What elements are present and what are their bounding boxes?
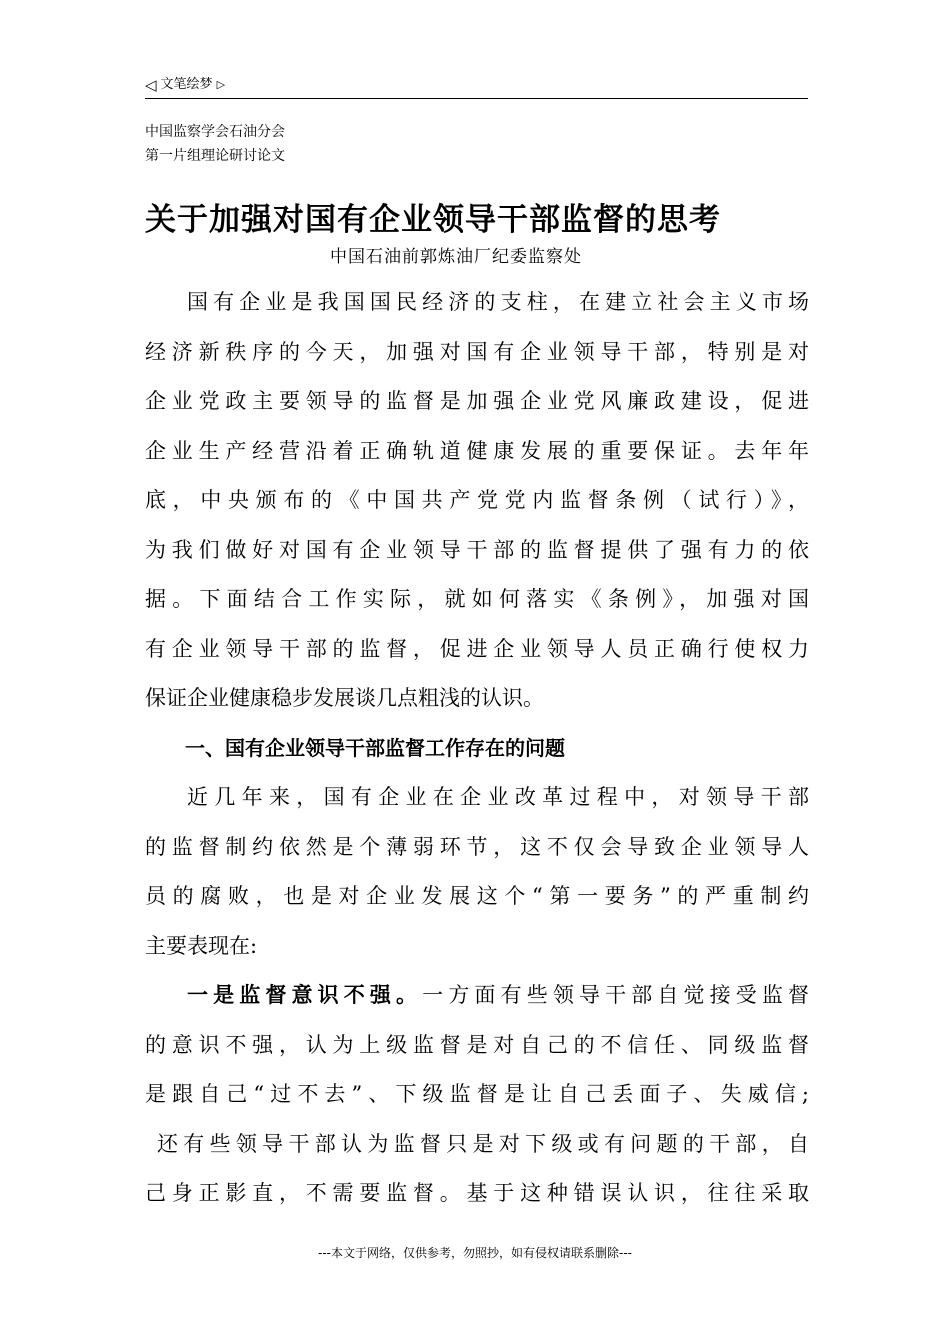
- paragraph-1-line: 据。下面结合工作实际，就如何落实《条例》，加强对国: [145, 587, 809, 611]
- paragraph-3-lead: 一是监督意识不强。: [187, 983, 423, 1007]
- paragraph-1-line: 保证企业健康稳步发展谈几点粗浅的认识。: [145, 686, 544, 710]
- paragraph-3-line: 己身正影直，不需要监督。基于这种错误认识，往往采取: [145, 1181, 809, 1205]
- organization-line-1: 中国监察学会石油分会: [145, 124, 285, 140]
- document-title: 关于加强对国有企业领导干部监督的思考: [145, 202, 721, 238]
- section-1-heading: 一、国有企业领导干部监督工作存在的问题: [185, 735, 565, 760]
- paragraph-3-line: 还有些领导干部认为监督只是对下级或有问题的干部，自: [157, 1131, 809, 1156]
- paragraph-1-line: 底，中央颁布的《中国共产党党内监督条例（试行）》，: [145, 488, 809, 512]
- document-byline: 中国石油前郭炼油厂纪委监察处: [330, 247, 582, 267]
- page-footer-disclaimer: ---本文于网络，仅供参考，勿照抄，如有侵权请联系删除---: [318, 1246, 632, 1260]
- paragraph-1-line: 企业生产经营沿着正确轨道健康发展的重要保证。去年年: [145, 438, 809, 463]
- left-triangle-icon: ◁: [145, 76, 157, 94]
- header-title: 文笔绘梦: [160, 77, 213, 92]
- paragraph-2-line: 近几年来，国有企业在企业改革过程中，对领导干部: [187, 785, 809, 809]
- paragraph-2-line: 员的腐败，也是对企业发展这个“第一要务”的严重制约: [145, 884, 809, 908]
- page-header: [145, 72, 808, 99]
- paragraph-3-lead-rest: 一方面有些领导干部自觉接受监督: [422, 983, 809, 1007]
- paragraph-1-line: 有企业领导干部的监督，促进企业领导人员正确行使权力: [145, 636, 809, 661]
- paragraph-1-line: 经济新秩序的今天，加强对国有企业领导干部，特别是对: [145, 339, 809, 364]
- paragraph-3-line: 是跟自己“过不去”、下级监督是让自己丢面子、失威信;: [145, 1082, 809, 1106]
- organization-block: [145, 120, 285, 168]
- paragraph-1-line: 为我们做好对国有企业领导干部的监督提供了强有力的依: [145, 537, 809, 562]
- paragraph-3-line: 的意识不强，认为上级监督是对自己的不信任、同级监督: [145, 1032, 809, 1057]
- paragraph-2-line: 主要表现在:: [145, 933, 258, 958]
- document-body: [145, 278, 809, 1219]
- paragraph-1-line: 国有企业是我国国民经济的支柱，在建立社会主义市场: [187, 290, 809, 314]
- paragraph-1-line: 企业党政主要领导的监督是加强企业党风廉政建设，促进: [145, 389, 809, 413]
- paragraph-3-first-line: [145, 971, 809, 1021]
- paragraph-2-line: 的监督制约依然是个薄弱环节，这不仅会导致企业领导人: [145, 834, 809, 859]
- right-triangle-icon: ▷: [216, 78, 226, 91]
- organization-line-2: 第一片组理论研讨论文: [145, 148, 285, 164]
